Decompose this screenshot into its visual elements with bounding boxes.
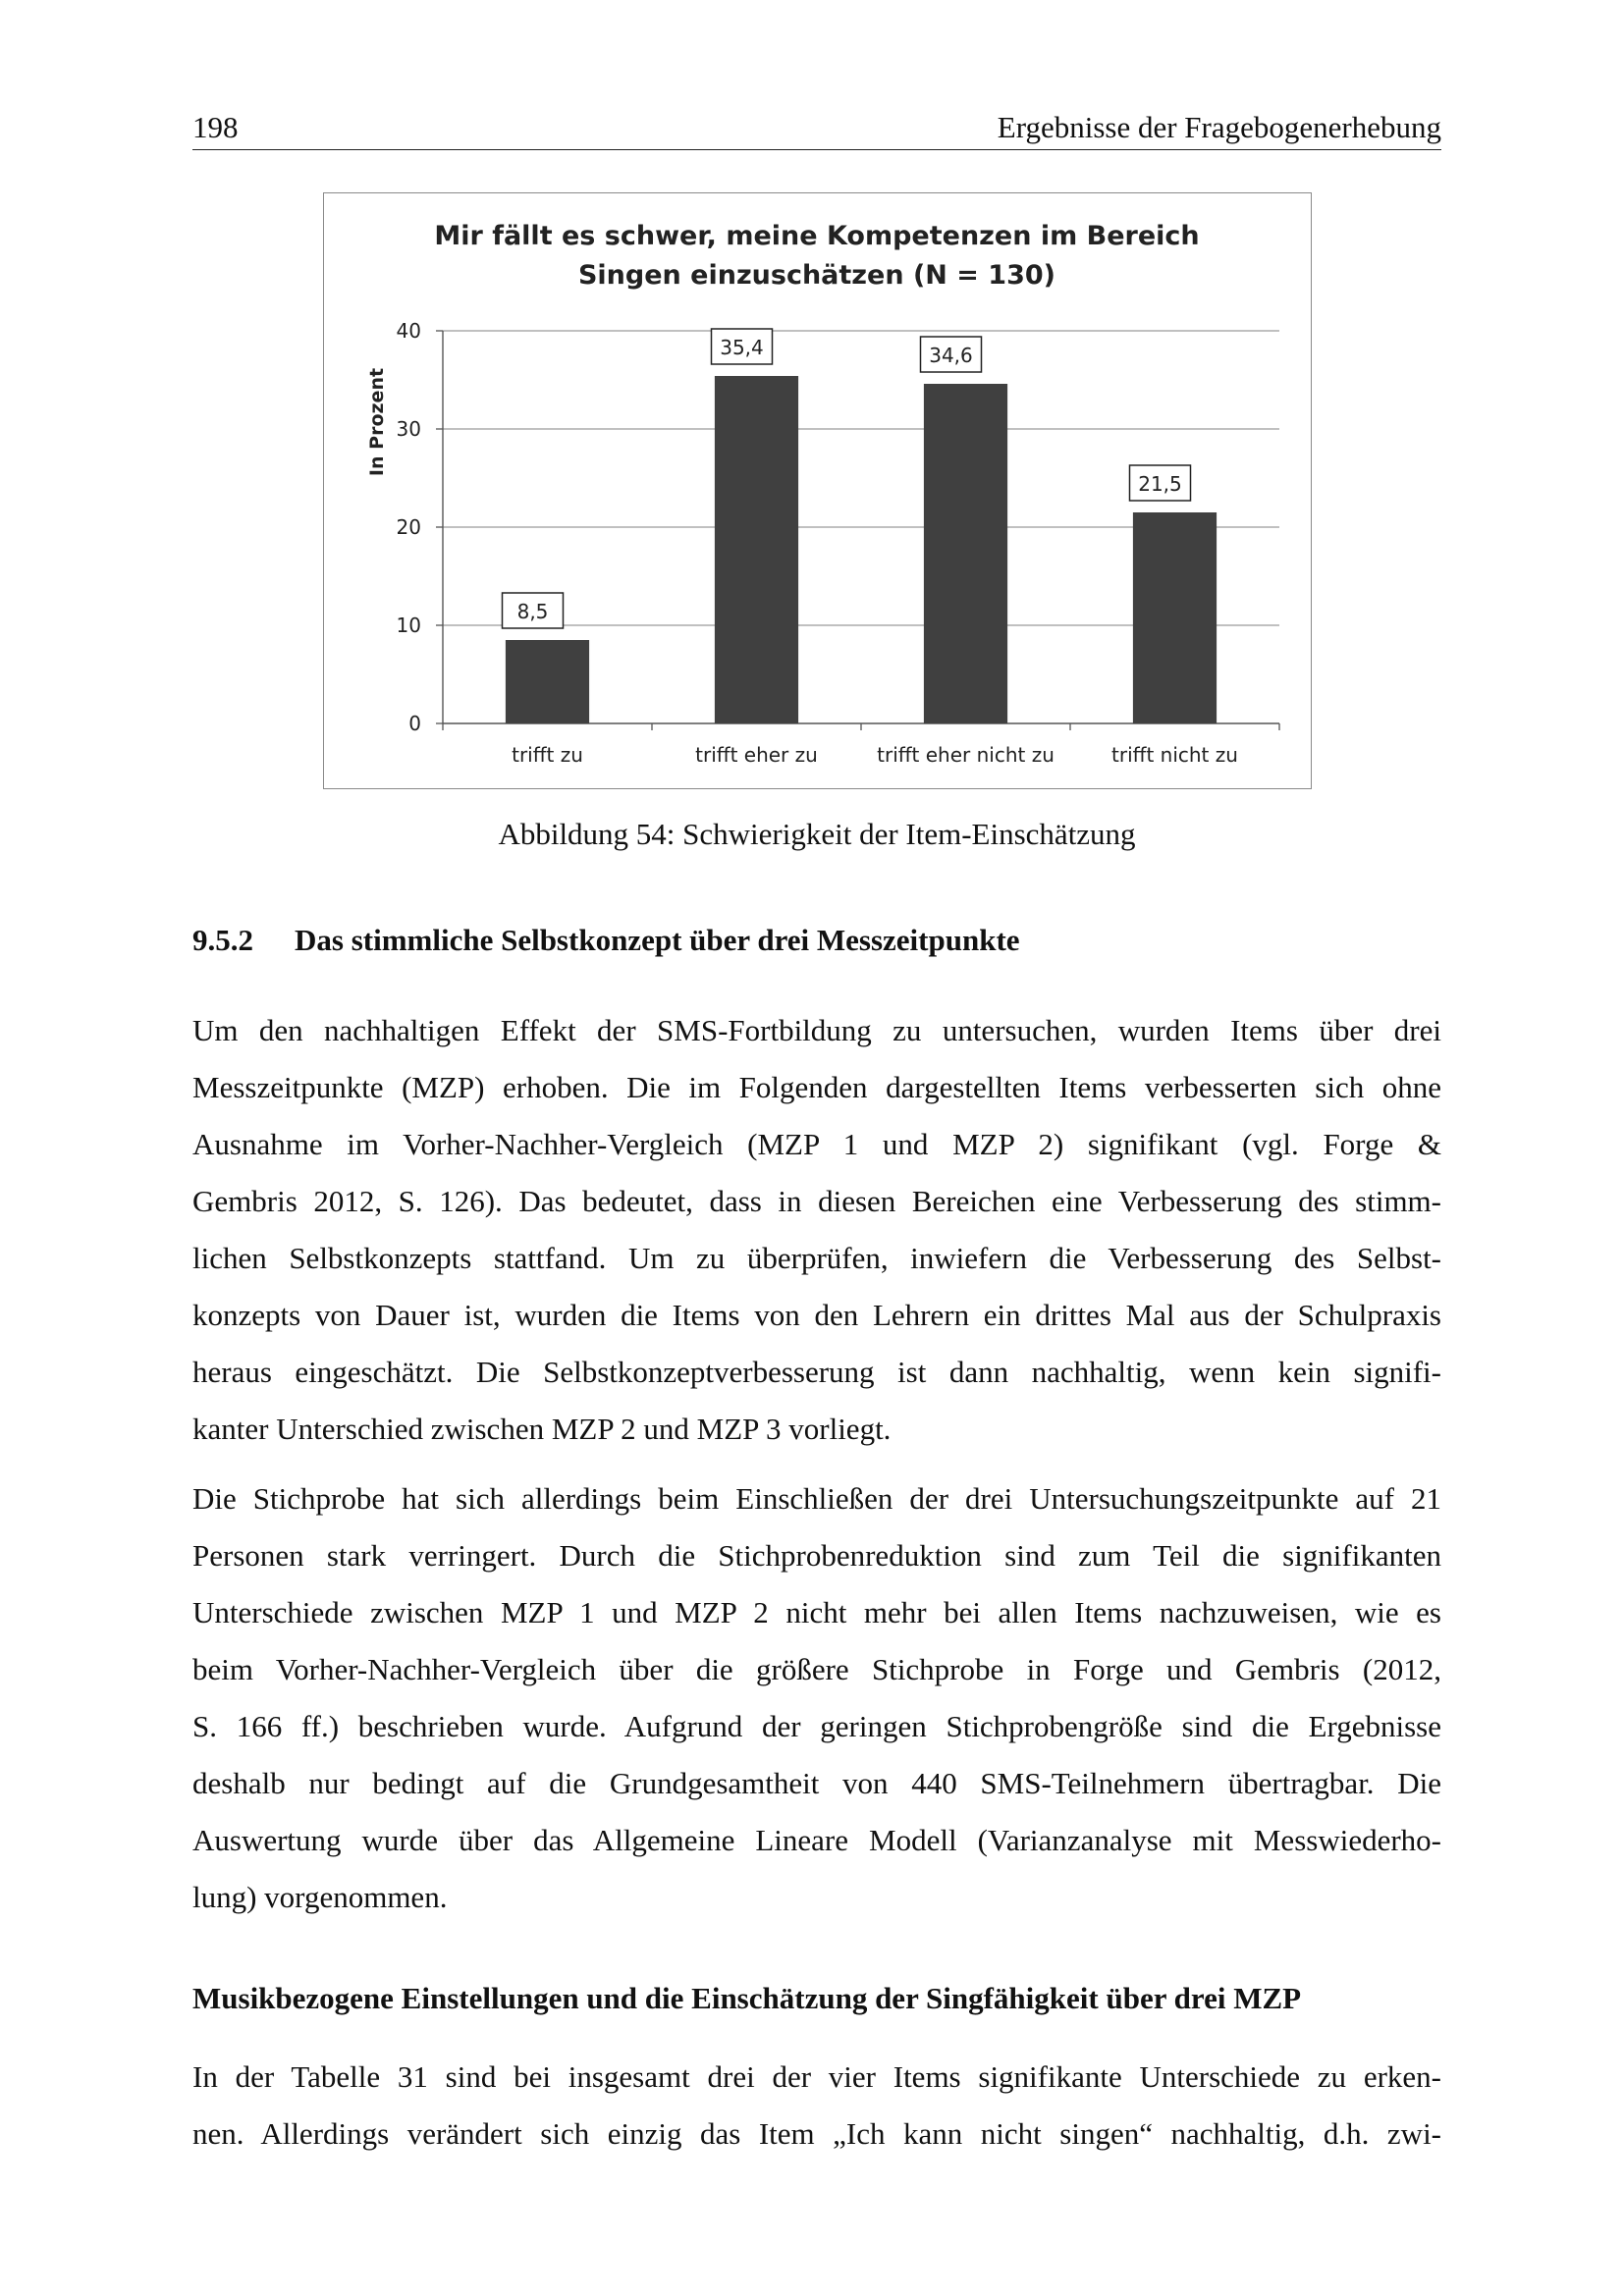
page-header (192, 106, 1441, 150)
chart-svg (324, 193, 1310, 787)
plot-area (397, 319, 1279, 767)
running-title: Ergebnisse der Fragebogenerhebung (997, 110, 1441, 144)
text-line: Gembris 2012, S. 126). Das bedeutet, dass in diesen Bereichen eine Verbesserung des stimm- (192, 1184, 1441, 1218)
bar-chart (323, 192, 1312, 789)
text-line: heraus eingeschätzt. Die Selbstkonzeptverbesserung ist dann nachhaltig, wenn kein signifi- (192, 1355, 1441, 1389)
text-line: konzepts von Dauer ist, wurden die Items von den Lehrern ein drittes Mal aus der Schulpraxis (192, 1298, 1441, 1332)
text-line: Ausnahme im Vorher-Nachher-Vergleich (MZP 1 und MZP 2) signifikant (vgl. Forge & (192, 1127, 1441, 1161)
text-line: Messzeitpunkte (MZP) erhoben. Die im Folgenden dargestellten Items verbesserten sich ohne (192, 1070, 1441, 1104)
figure-caption: Abbildung 54: Schwierigkeit der Item-Einschätzung (498, 817, 1136, 851)
section-title: Das stimmliche Selbstkonzept über drei Messzeitpunkte (295, 923, 1020, 957)
section-heading (192, 917, 1441, 964)
bar (924, 384, 1007, 723)
data-label: 35,4 (720, 336, 764, 359)
y-tick-label: 20 (396, 515, 421, 539)
text-line: nen. Allerdings verändert sich einzig das Item „Ich kann nicht singen“ nachhaltig, d.h. zwi- (192, 2116, 1441, 2151)
x-tick-label: trifft zu (512, 743, 583, 767)
subheading: Musikbezogene Einstellungen und die Einschätzung der Singfähigkeit über drei MZP (192, 1981, 1302, 2015)
text-line: lichen Selbstkonzepts stattfand. Um zu überprüfen, inwiefern die Verbesserung des Selbst- (192, 1241, 1441, 1275)
bar (715, 376, 798, 723)
section-number: 9.5.2 (192, 923, 253, 957)
x-tick-label: trifft eher nicht zu (877, 743, 1055, 767)
y-axis-label: In Prozent (366, 367, 388, 477)
data-label: 8,5 (516, 600, 549, 623)
y-tick-label: 30 (396, 417, 421, 441)
text-line: Unterschiede zwischen MZP 1 und MZP 2 nicht mehr bei allen Items nachzuweisen, wie es (192, 1595, 1441, 1629)
text-line: beim Vorher-Nachher-Vergleich über die größere Stichprobe in Forge und Gembris (2012, (192, 1652, 1441, 1686)
text-line: deshalb nur bedingt auf die Grundgesamtheit von 440 SMS-Teilnehmern übertragbar. Die (192, 1766, 1441, 1800)
text-line: Auswertung wurde über das Allgemeine Lineare Modell (Varianzanalyse mit Messwiederho- (192, 1823, 1441, 1857)
text-line: Personen stark verringert. Durch die Stichprobenreduktion sind zum Teil die signifikanten (192, 1538, 1441, 1573)
text-line: kanter Unterschied zwischen MZP 2 und MZP 3 vorliegt. (192, 1412, 892, 1446)
text-line: S. 166 ff.) beschrieben wurde. Aufgrund der geringen Stichprobengröße sind die Ergebnisse (192, 1709, 1441, 1743)
x-tick-label: trifft nicht zu (1111, 743, 1238, 767)
page-number: 198 (192, 110, 239, 144)
bar (506, 640, 589, 723)
paragraph-3 (192, 2049, 1441, 2163)
text-line: Die Stichprobe hat sich allerdings beim Einschließen der drei Untersuchungszeitpunkte auf 21 (192, 1481, 1441, 1516)
y-tick-label: 0 (408, 712, 421, 735)
text-line: In der Tabelle 31 sind bei insgesamt drei der vier Items signifikante Unterschiede zu erken- (192, 2059, 1441, 2094)
chart-title-line-1: Mir fällt es schwer, meine Kompetenzen im Bereich (434, 221, 1200, 251)
y-tick-label: 10 (396, 614, 421, 637)
data-label: 34,6 (929, 344, 973, 367)
paragraph-1 (192, 1002, 1441, 1458)
x-tick-label: trifft eher zu (695, 743, 818, 767)
text-line: Um den nachhaltigen Effekt der SMS-Fortbildung zu untersuchen, wurden Items über drei (192, 1013, 1441, 1047)
text-line: lung) vorgenommen. (192, 1880, 448, 1914)
chart-title-line-2: Singen einzuschätzen (N = 130) (577, 260, 1056, 291)
y-tick-label: 40 (396, 319, 421, 343)
paragraph-2 (192, 1470, 1441, 1926)
bar (1133, 512, 1217, 723)
data-label: 21,5 (1138, 472, 1182, 496)
